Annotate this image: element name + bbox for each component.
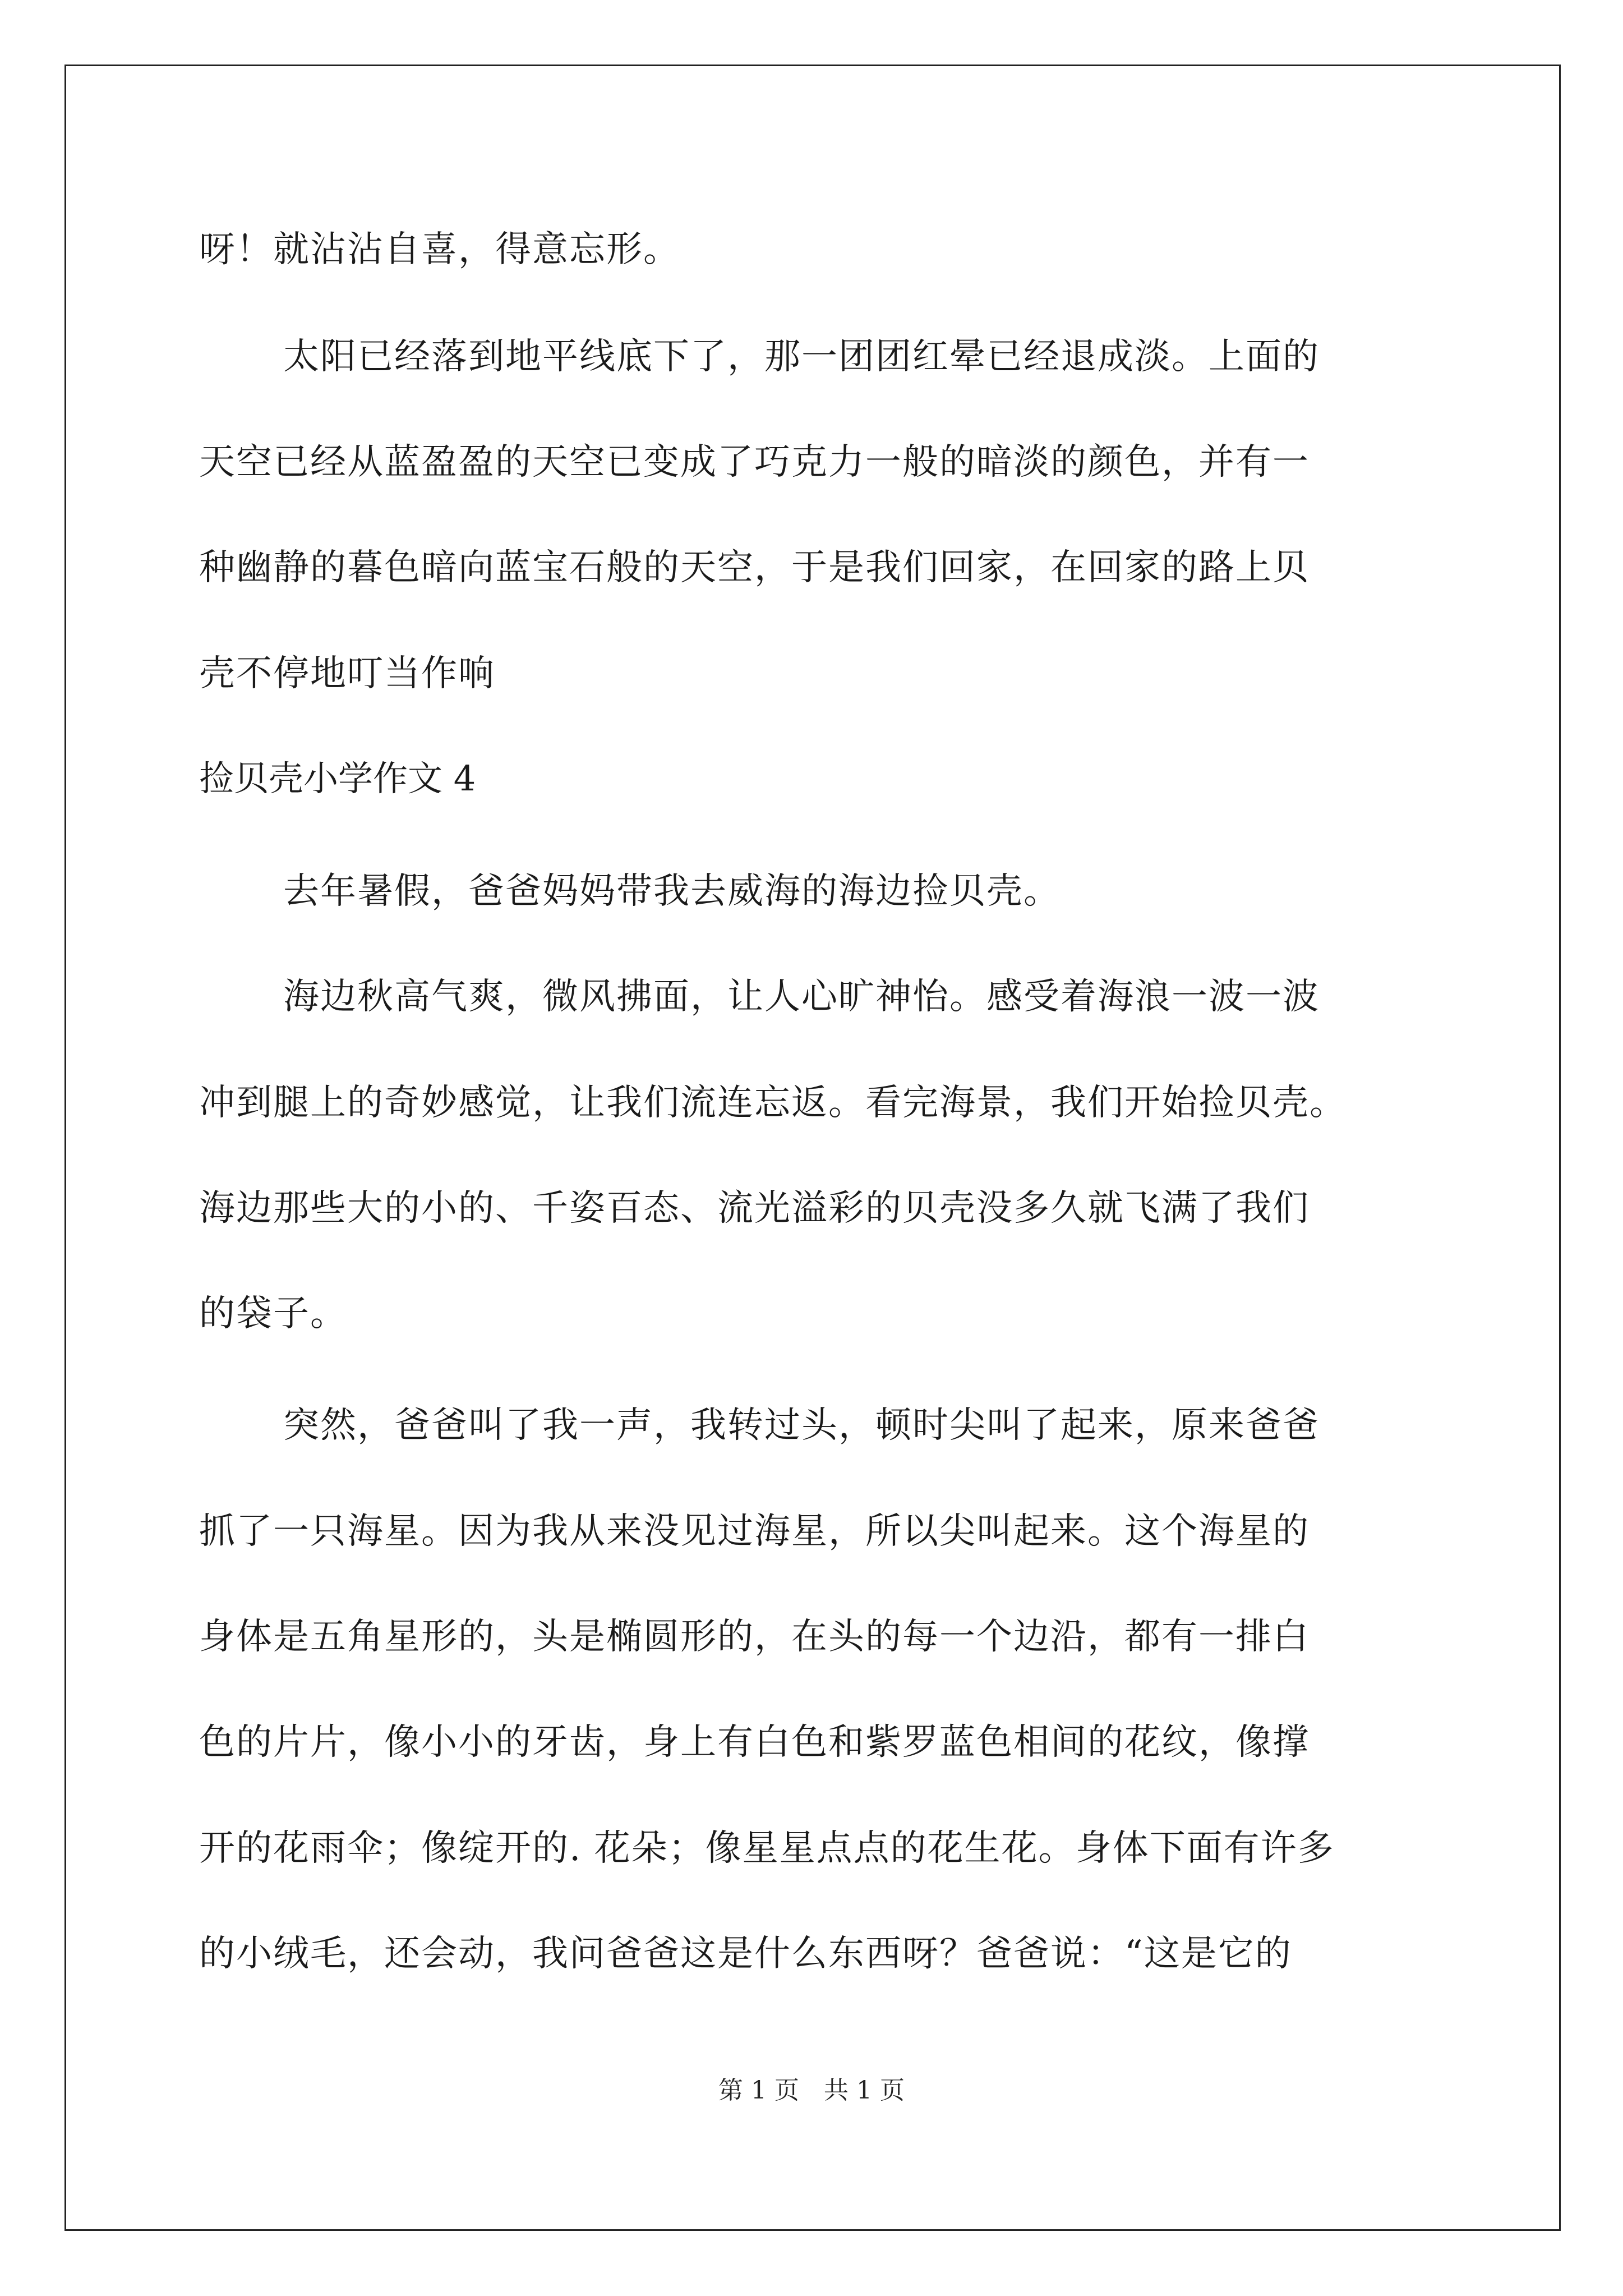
text-line: 海边那些大的小的、千姿百态、流光溢彩的贝壳没多久就飞满了我们 xyxy=(199,1188,1310,1229)
text-line: 色的片片，像小小的牙齿，身上有白色和紫罗蓝色相间的花纹，像撑 xyxy=(199,1722,1310,1763)
text-line: 去年暑假，爸爸妈妈带我去威海的海边捡贝壳。 xyxy=(283,871,1061,912)
page-number-footer: 第 1 页 共 1 页 xyxy=(718,2076,905,2105)
text-line: 海边秋高气爽，微风拂面，让人心旷神怡。感受着海浪一波一波 xyxy=(283,976,1320,1018)
text-line: 冲到腿上的奇妙感觉，让我们流连忘返。看完海景，我们开始捡贝壳。 xyxy=(199,1082,1347,1124)
text-line: 身体是五角星形的，头是椭圆形的，在头的每一个边沿，都有一排白 xyxy=(199,1616,1310,1658)
text-line: 种幽静的暮色暗向蓝宝石般的天空，于是我们回家，在回家的路上贝 xyxy=(199,547,1310,588)
text-line: 开的花雨伞；像绽开的. 花朵；像星星点点的花生花。身体下面有许多 xyxy=(199,1828,1335,1869)
text-line: 的袋子。 xyxy=(199,1293,347,1335)
text-line: 太阳已经落到地平线底下了，那一团团红晕已经退成淡。上面的 xyxy=(283,336,1320,378)
text-line: 的小绒毛，还会动，我问爸爸这是什么东西呀？爸爸说：“这是它的 xyxy=(199,1933,1292,1975)
text-line: 天空已经从蓝盈盈的天空已变成了巧克力一般的暗淡的颜色，并有一 xyxy=(199,441,1310,483)
text-line: 抓了一只海星。因为我从来没见过海星，所以尖叫起来。这个海星的 xyxy=(199,1511,1310,1552)
text-line: 壳不停地叮当作响 xyxy=(199,653,495,694)
text-line: 呀！就沾沾自喜，得意忘形。 xyxy=(199,229,680,270)
page-border xyxy=(64,65,1561,2231)
text-line: 突然，爸爸叫了我一声，我转过头，顿时尖叫了起来，原来爸爸 xyxy=(283,1405,1320,1446)
section-heading: 捡贝壳小学作文 4 xyxy=(199,758,476,799)
